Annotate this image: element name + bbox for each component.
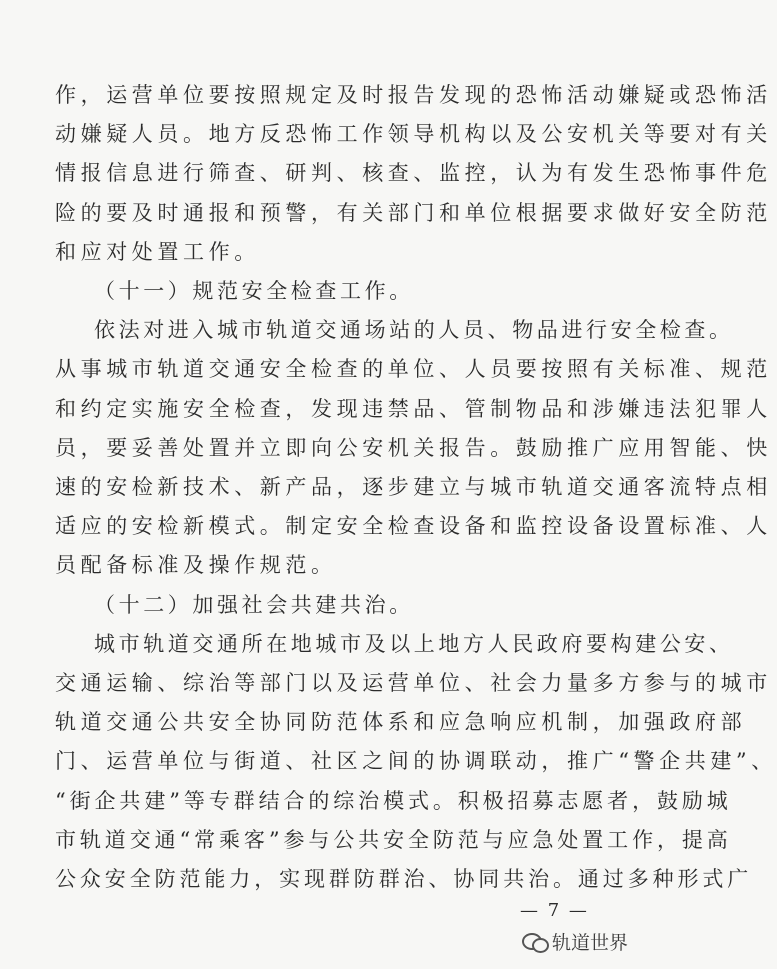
text-line: 员，要妥善处置并立即向公安机关报告。鼓励推广应用智能、快 [55, 435, 772, 460]
text-line: 作，运营单位要按照规定及时报告发现的恐怖活动嫌疑或恐怖活 [55, 83, 772, 107]
text-line: “街企共建”等专群结合的综治模式。积极招募志愿者，鼓励城 [55, 788, 732, 813]
text-line: 和应对处置工作。 [55, 239, 260, 264]
watermark-text: 轨道世界 [552, 932, 629, 954]
text-line: 市轨道交通“常乘客”参与公共安全防范与应急处置工作，提高 [55, 827, 732, 852]
text-line: 依法对进入城市轨道交通场站的人员、物品进行安全检查。 [94, 318, 734, 343]
section-heading: （十二）加强社会共建共治。 [94, 592, 414, 617]
section-heading: （十一）规范安全检查工作。 [94, 279, 414, 303]
text-line: 城市轨道交通所在地城市及以上地方人民政府要构建公安、 [94, 631, 734, 656]
text-line: 公众安全防范能力，实现群防群治、协同共治。通过多种形式广 [55, 867, 753, 891]
text-line: 轨道交通公共安全协同防范体系和应急响应机制，加强政府部 [55, 710, 747, 735]
watermark [522, 928, 628, 955]
text-line: 员配备标准及操作规范。 [55, 553, 337, 578]
text-line: 交通运输、综治等部门以及运营单位、社会力量多方参与的城市 [55, 671, 772, 695]
text-line: 从事城市轨道交通安全检查的单位、人员要按照有关标准、规范 [55, 357, 772, 382]
text-line: 情报信息进行筛查、研判、核查、监控，认为有发生恐怖事件危 [55, 161, 772, 186]
text-line: 险的要及时通报和预警，有关部门和单位根据要求做好安全防范 [55, 200, 772, 225]
text-line: 和约定实施安全检查，发现违禁品、管制物品和涉嫌违法犯罪人 [55, 396, 772, 421]
text-line: 速的安检新技术、新产品，逐步建立与城市轨道交通客流特点相 [55, 475, 772, 499]
text-line: 门、运营单位与街道、社区之间的协调联动，推广“警企共建”、 [55, 749, 777, 774]
wechat-icon [522, 931, 548, 953]
page-number: — 7 — [520, 900, 589, 921]
text-line: 动嫌疑人员。地方反恐怖工作领导机构以及公安机关等要对有关 [55, 122, 772, 147]
text-line: 适应的安检新模式。制定安全检查设备和监控设备设置标准、人 [55, 514, 772, 539]
